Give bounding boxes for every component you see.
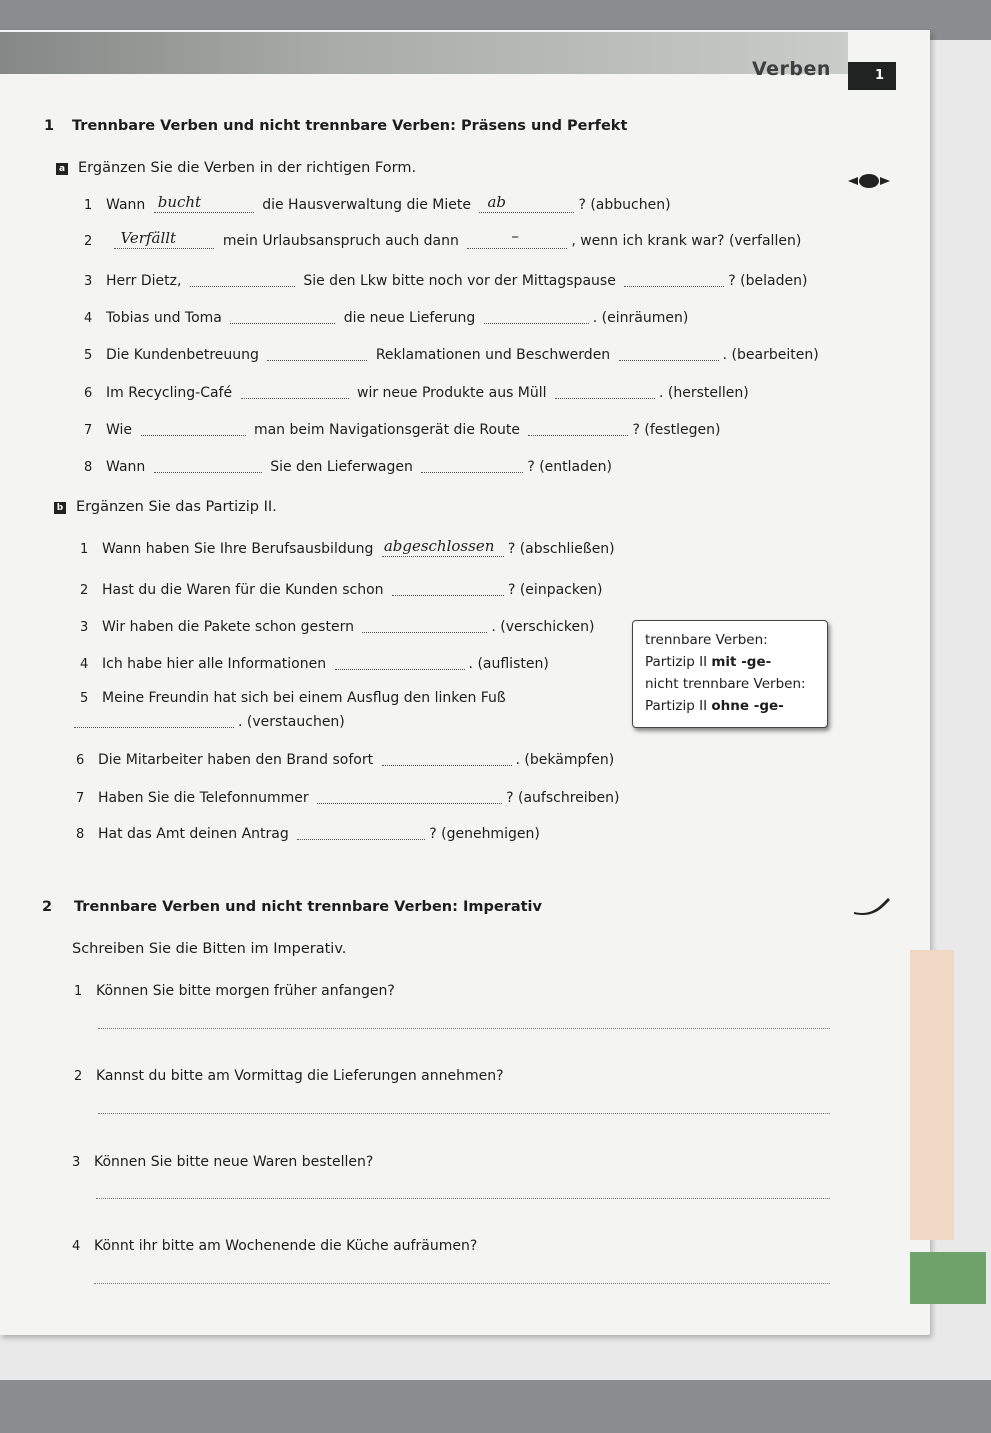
item-text: Kannst du bitte am Vormittag die Lieferungen annehmen? xyxy=(96,1068,504,1084)
answer-blank[interactable] xyxy=(484,308,589,324)
info-line xyxy=(645,695,815,717)
exercise-b-item-7 xyxy=(76,788,619,806)
exercise-b-item-1 xyxy=(80,537,615,557)
headphones-icon xyxy=(846,172,892,190)
answer-blank[interactable] xyxy=(154,457,262,473)
info-line: nicht trennbare Verben: xyxy=(645,676,806,692)
exercise-a-item-3 xyxy=(84,271,807,289)
answer-blank[interactable] xyxy=(619,345,719,361)
item-text: Wann xyxy=(106,459,146,475)
item-text: Hast du die Waren für die Kunden schon xyxy=(102,582,384,598)
handwritten-answer: – xyxy=(511,227,519,245)
item-text: Die Mitarbeiter haben den Brand sofort xyxy=(98,752,374,768)
section-title-text: Trennbare Verben und nicht trennbare Verben: Imperativ xyxy=(74,899,542,915)
item-text: . (auflisten) xyxy=(468,656,549,672)
item-text: . (einräumen) xyxy=(592,310,689,326)
item-number: 2 xyxy=(84,234,93,249)
exercise-2-item-4 xyxy=(72,1238,477,1254)
answer-blank[interactable] xyxy=(479,193,574,213)
info-line xyxy=(645,651,815,673)
item-text: ? (festlegen) xyxy=(632,422,721,438)
item-text: ? (aufschreiben) xyxy=(506,790,620,806)
info-emphasis: mit -ge- xyxy=(711,654,772,670)
exercise-a-item-7 xyxy=(84,420,721,438)
task-a-instruction xyxy=(56,160,416,176)
answer-blank[interactable] xyxy=(528,420,628,436)
info-line: trennbare Verben: xyxy=(645,632,768,648)
answer-line[interactable] xyxy=(98,1113,830,1114)
item-text: mein Urlaubsanspruch auch dann xyxy=(222,233,459,249)
item-number: 4 xyxy=(80,657,89,672)
item-text: . (verschicken) xyxy=(491,619,595,635)
grammar-info-box xyxy=(632,620,828,728)
item-number: 3 xyxy=(84,274,93,289)
item-text: . (bearbeiten) xyxy=(722,347,819,363)
item-number: 4 xyxy=(84,311,93,326)
item-number: 7 xyxy=(76,791,85,806)
exercise-a-item-5 xyxy=(84,345,819,363)
answer-blank[interactable] xyxy=(317,788,502,804)
answer-blank[interactable] xyxy=(467,227,567,249)
item-number: 2 xyxy=(74,1069,83,1084)
item-text: Sie den Lieferwagen xyxy=(270,459,413,475)
item-number: 8 xyxy=(84,460,93,475)
exercise-a-item-1 xyxy=(84,193,671,213)
item-number: 4 xyxy=(72,1239,81,1254)
answer-blank[interactable] xyxy=(555,383,655,399)
section-title-text: Trennbare Verben und nicht trennbare Verben: Präsens und Perfekt xyxy=(72,118,628,134)
item-text: man beim Navigationsgerät die Route xyxy=(253,422,521,438)
item-text: ? (beladen) xyxy=(728,273,808,289)
answer-blank[interactable] xyxy=(190,271,295,287)
item-text: Im Recycling-Café xyxy=(106,385,233,401)
item-text: die neue Lieferung xyxy=(343,310,476,326)
item-text: Wie xyxy=(106,422,133,438)
item-text: Wir haben die Pakete schon gestern xyxy=(102,619,354,635)
handwritten-answer: abgeschlossen xyxy=(383,537,495,555)
edge-tab-peach xyxy=(910,950,954,1240)
item-text: Reklamationen und Beschwerden xyxy=(375,347,611,363)
handwritten-answer: Verfällt xyxy=(120,229,177,247)
section-2-title xyxy=(42,899,542,915)
item-text: Die Kundenbetreuung xyxy=(106,347,259,363)
exercise-b-item-2 xyxy=(80,580,602,598)
exercise-b-item-6 xyxy=(76,750,614,768)
item-number: 6 xyxy=(76,753,85,768)
instruction-text: Ergänzen Sie das Partizip II. xyxy=(76,499,277,515)
item-text: Ich habe hier alle Informationen xyxy=(102,656,327,672)
answer-line[interactable] xyxy=(98,1028,830,1029)
item-number: 1 xyxy=(84,198,93,213)
info-text: Partizip II xyxy=(645,698,712,714)
item-text: Sie den Lkw bitte noch vor der Mittagspause xyxy=(303,273,616,289)
item-text: Meine Freundin hat sich bei einem Ausflug den linken Fuß xyxy=(102,690,506,706)
answer-blank[interactable] xyxy=(241,383,349,399)
item-text: ? (genehmigen) xyxy=(429,826,540,842)
exercise-a-item-2 xyxy=(84,227,802,249)
item-number: 1 xyxy=(80,542,89,557)
item-text: Könnt ihr bitte am Wochenende die Küche aufräumen? xyxy=(94,1238,478,1254)
edge-tab-green xyxy=(910,1252,986,1304)
item-text: Wann haben Sie Ihre Berufsausbildung xyxy=(102,541,374,557)
exercise-b-item-5-cont xyxy=(74,712,345,730)
answer-blank[interactable] xyxy=(335,654,465,670)
header-title: Verben xyxy=(752,58,831,80)
exercise-a-item-4 xyxy=(84,308,688,326)
section-number: 2 xyxy=(42,899,53,915)
exercise-2-item-3 xyxy=(72,1154,373,1170)
item-text: Tobias und Toma xyxy=(106,310,222,326)
item-text: . (bekämpfen) xyxy=(515,752,615,768)
item-number: 1 xyxy=(74,984,83,999)
task-badge-b: b xyxy=(54,502,66,514)
handwritten-answer: ab xyxy=(487,193,506,211)
item-text: die Hausverwaltung die Miete xyxy=(262,197,471,213)
exercise-2-item-1 xyxy=(74,983,395,999)
exercise-b-item-5 xyxy=(80,690,506,706)
answer-blank[interactable] xyxy=(362,617,487,633)
answer-blank[interactable] xyxy=(421,457,523,473)
info-emphasis: ohne -ge- xyxy=(711,698,784,714)
answer-blank[interactable] xyxy=(230,308,335,324)
task-b-instruction xyxy=(54,499,277,515)
exercise-a-item-8 xyxy=(84,457,612,475)
pen-icon xyxy=(852,894,892,918)
answer-blank[interactable] xyxy=(267,345,367,361)
item-number: 5 xyxy=(80,691,89,706)
item-text: ? (abbuchen) xyxy=(578,197,671,213)
answer-blank[interactable] xyxy=(114,229,214,249)
answer-blank[interactable] xyxy=(154,193,254,213)
item-text: . (herstellen) xyxy=(659,385,749,401)
exercise-2-item-2 xyxy=(74,1068,504,1084)
item-text: . (verstauchen) xyxy=(238,714,345,730)
item-text: , wenn ich krank war? (verfallen) xyxy=(571,233,802,249)
answer-line[interactable] xyxy=(94,1283,830,1284)
item-text: Haben Sie die Telefonnummer xyxy=(98,790,309,806)
item-text: Hat das Amt deinen Antrag xyxy=(98,826,289,842)
section-number: 1 xyxy=(44,118,55,134)
item-text: Wann xyxy=(106,197,146,213)
answer-blank[interactable] xyxy=(392,580,504,596)
exercise-b-item-4 xyxy=(80,654,549,672)
answer-line[interactable] xyxy=(96,1198,830,1199)
imperativ-instruction: Schreiben Sie die Bitten im Imperativ. xyxy=(72,941,347,957)
task-badge-a: a xyxy=(56,163,68,175)
item-number: 5 xyxy=(84,348,93,363)
item-number: 3 xyxy=(72,1155,81,1170)
header-bar xyxy=(0,32,848,74)
item-number: 6 xyxy=(84,386,93,401)
answer-blank[interactable] xyxy=(382,537,504,557)
item-text: wir neue Produkte aus Müll xyxy=(357,385,547,401)
item-number: 2 xyxy=(80,583,89,598)
answer-blank[interactable] xyxy=(624,271,724,287)
info-text: Partizip II xyxy=(645,654,712,670)
section-1-title xyxy=(44,118,627,134)
exercise-b-item-8 xyxy=(76,824,540,842)
exercise-a-item-6 xyxy=(84,383,749,401)
item-text: Herr Dietz, xyxy=(106,273,182,289)
answer-blank[interactable] xyxy=(382,750,512,766)
item-number: 8 xyxy=(76,827,85,842)
answer-blank[interactable] xyxy=(297,824,425,840)
exercise-b-item-3 xyxy=(80,617,594,635)
item-text: ? (entladen) xyxy=(527,459,612,475)
answer-blank[interactable] xyxy=(74,712,234,728)
handwritten-answer: bucht xyxy=(157,193,202,211)
item-text: Können Sie bitte neue Waren bestellen? xyxy=(94,1154,374,1170)
item-number: 7 xyxy=(84,423,93,438)
chapter-number: 1 xyxy=(848,62,896,90)
answer-blank[interactable] xyxy=(141,420,246,436)
item-text: ? (abschließen) xyxy=(507,541,615,557)
instruction-text: Ergänzen Sie die Verben in der richtigen Form. xyxy=(78,160,417,176)
item-text: Können Sie bitte morgen früher anfangen? xyxy=(96,983,395,999)
item-number: 3 xyxy=(80,620,89,635)
item-text: ? (einpacken) xyxy=(507,582,603,598)
